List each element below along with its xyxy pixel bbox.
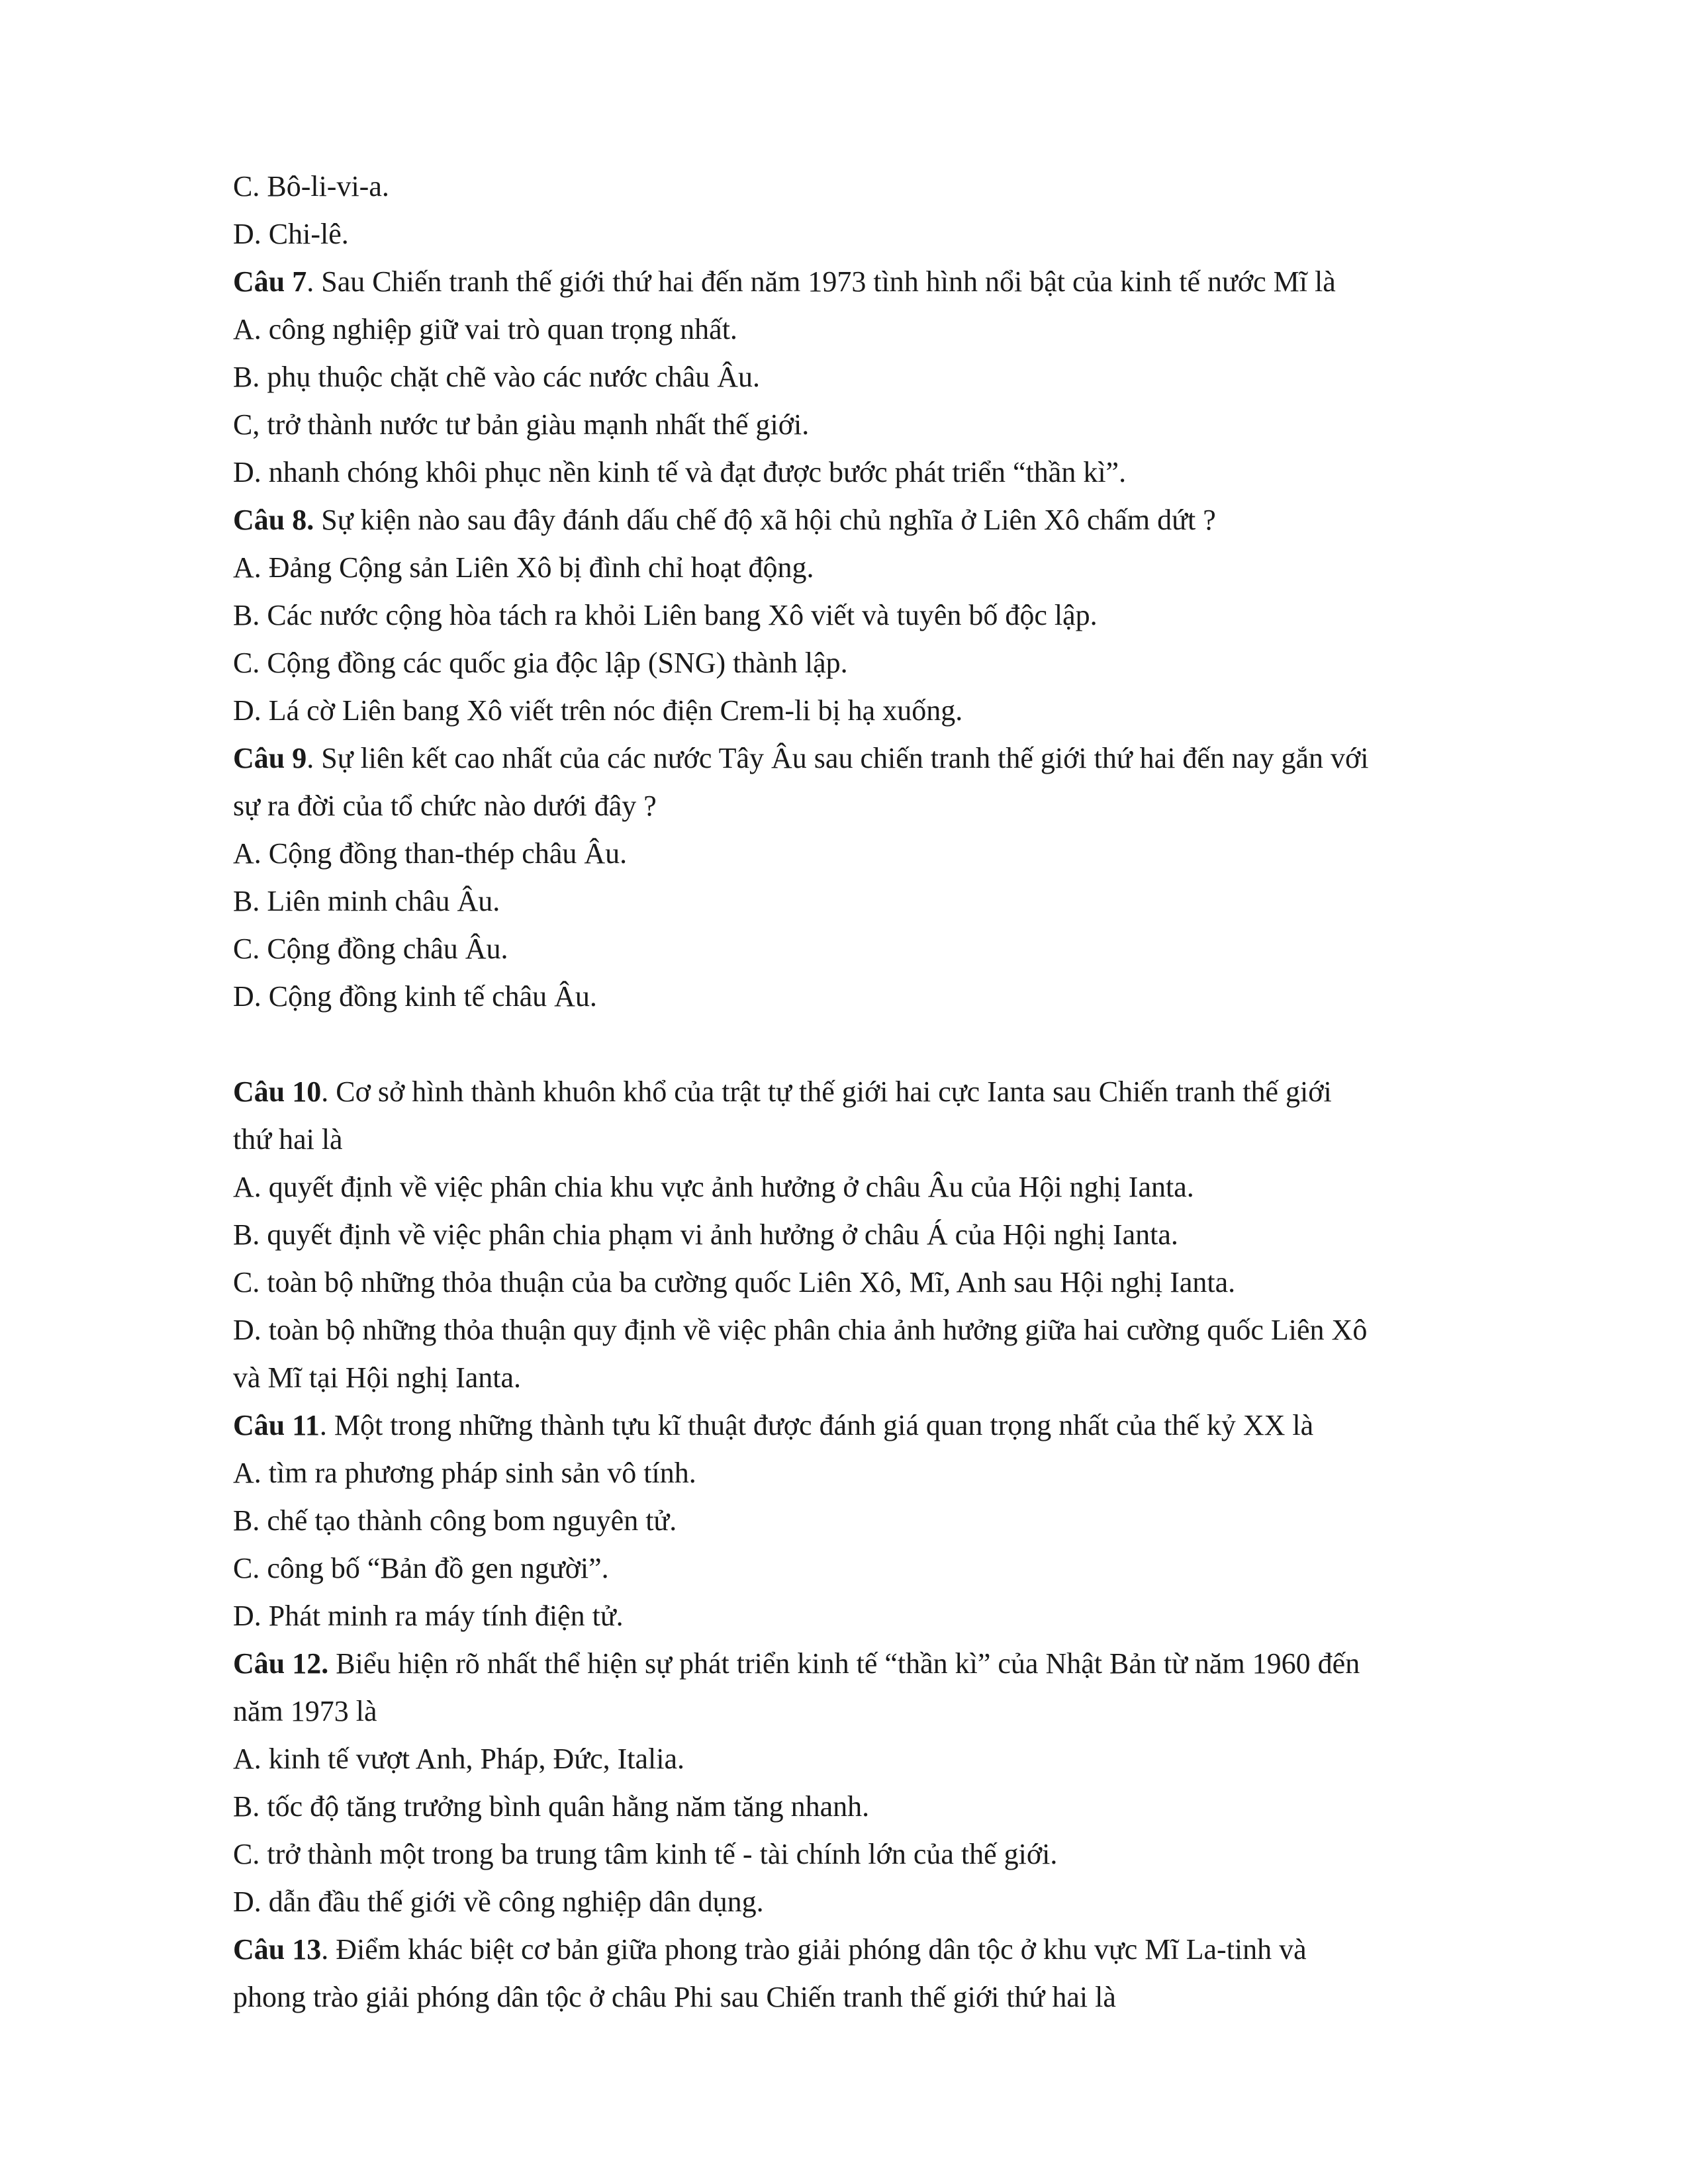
- option-line: B. tốc độ tăng trưởng bình quân hằng năm tăng nhanh.: [233, 1790, 870, 1823]
- option-line: B. quyết định về việc phân chia phạm vi ảnh hưởng ở châu Á của Hội nghị Ianta.: [233, 1218, 1178, 1251]
- question-13-stem: [233, 1926, 1544, 1974]
- option-line: A. công nghiệp giữ vai trò quan trọng nhất.: [233, 313, 737, 345]
- option-line: D. Chi-lê.: [233, 218, 349, 250]
- option-line: A. quyết định về việc phân chia khu vực ảnh hưởng ở châu Âu của Hội nghị Ianta.: [233, 1171, 1194, 1203]
- question-label: Câu 12.: [233, 1647, 329, 1680]
- question-label: Câu 10: [233, 1075, 322, 1108]
- option-line: C. Cộng đồng các quốc gia độc lập (SNG) thành lập.: [233, 647, 848, 679]
- option-line: C. Cộng đồng châu Âu.: [233, 933, 508, 965]
- option-line-continued: và Mĩ tại Hội nghị Ianta.: [233, 1361, 522, 1394]
- option-line: A. Đảng Cộng sản Liên Xô bị đình chỉ hoạt động.: [233, 551, 814, 584]
- question-text-continued: phong trào giải phóng dân tộc ở châu Phi sau Chiến tranh thế giới thứ hai là: [233, 1981, 1116, 2013]
- question-text-continued: năm 1973 là: [233, 1695, 377, 1727]
- question-label: Câu 9: [233, 742, 307, 774]
- question-label: Câu 11: [233, 1409, 320, 1441]
- question-text: . Điểm khác biệt cơ bản giữa phong trào giải phóng dân tộc ở khu vực Mĩ La-tinh và: [321, 1933, 1307, 1966]
- option-line: C. công bố “Bản đồ gen người”.: [233, 1552, 609, 1584]
- question-text: Sự kiện nào sau đây đánh dấu chế độ xã hội chủ nghĩa ở Liên Xô chấm dứt ?: [314, 504, 1216, 536]
- option-line: C. trở thành một trong ba trung tâm kinh tế - tài chính lớn của thế giới.: [233, 1838, 1058, 1870]
- option-line: C. Bô-li-vi-a.: [233, 170, 389, 203]
- option-line: B. Các nước cộng hòa tách ra khỏi Liên bang Xô viết và tuyên bố độc lập.: [233, 599, 1098, 631]
- option-line: D. Lá cờ Liên bang Xô viết trên nóc điện Crem-li bị hạ xuống.: [233, 694, 963, 727]
- question-9-stem: [233, 735, 1544, 782]
- question-8-stem: [233, 496, 1544, 544]
- question-label: Câu 7: [233, 265, 307, 298]
- question-text-continued: thứ hai là: [233, 1123, 343, 1156]
- option-line: A. Cộng đồng than-thép châu Âu.: [233, 837, 628, 870]
- option-line: C, trở thành nước tư bản giàu mạnh nhất thế giới.: [233, 408, 810, 441]
- option-line: C. toàn bộ những thỏa thuận của ba cường quốc Liên Xô, Mĩ, Anh sau Hội nghị Ianta.: [233, 1266, 1236, 1298]
- option-line: B. chế tạo thành công bom nguyên tử.: [233, 1504, 677, 1537]
- document-page: [233, 163, 1544, 2021]
- option-line: A. tìm ra phương pháp sinh sản vô tính.: [233, 1457, 696, 1489]
- option-line: D. nhanh chóng khôi phục nền kinh tế và đạt được bước phát triển “thần kì”.: [233, 456, 1127, 488]
- question-label: Câu 13: [233, 1933, 322, 1966]
- question-11-stem: [233, 1402, 1544, 1449]
- option-line: D. Cộng đồng kinh tế châu Âu.: [233, 980, 597, 1013]
- question-7-stem: [233, 258, 1544, 306]
- question-12-stem: [233, 1640, 1544, 1688]
- question-text: . Sau Chiến tranh thế giới thứ hai đến năm 1973 tình hình nổi bật của kinh tế nước Mĩ là: [306, 265, 1336, 298]
- option-line: A. kinh tế vượt Anh, Pháp, Đức, Italia.: [233, 1743, 684, 1775]
- option-line: D. Phát minh ra máy tính điện tử.: [233, 1600, 624, 1632]
- question-text: . Một trong những thành tựu kĩ thuật được đánh giá quan trọng nhất của thế kỷ XX là: [319, 1409, 1314, 1441]
- question-text: . Cơ sở hình thành khuôn khổ của trật tự thế giới hai cực Ianta sau Chiến tranh thế giới: [321, 1075, 1332, 1108]
- option-line: B. phụ thuộc chặt chẽ vào các nước châu Âu.: [233, 361, 761, 393]
- question-text: . Sự liên kết cao nhất của các nước Tây Âu sau chiến tranh thế giới thứ hai đến nay gắn với: [306, 742, 1369, 774]
- option-line: D. dẫn đầu thế giới về công nghiệp dân dụng.: [233, 1886, 764, 1918]
- question-text: Biểu hiện rõ nhất thể hiện sự phát triển kinh tế “thần kì” của Nhật Bản từ năm 1960 đến: [328, 1647, 1360, 1680]
- question-10-stem: [233, 1068, 1544, 1116]
- blank-line: [233, 1021, 1544, 1068]
- option-line: B. Liên minh châu Âu.: [233, 885, 500, 917]
- option-line: D. toàn bộ những thỏa thuận quy định về việc phân chia ảnh hưởng giữa hai cường quốc Liên Xô: [233, 1314, 1368, 1346]
- question-text-continued: sự ra đời của tổ chức nào dưới đây ?: [233, 790, 657, 822]
- question-label: Câu 8.: [233, 504, 314, 536]
